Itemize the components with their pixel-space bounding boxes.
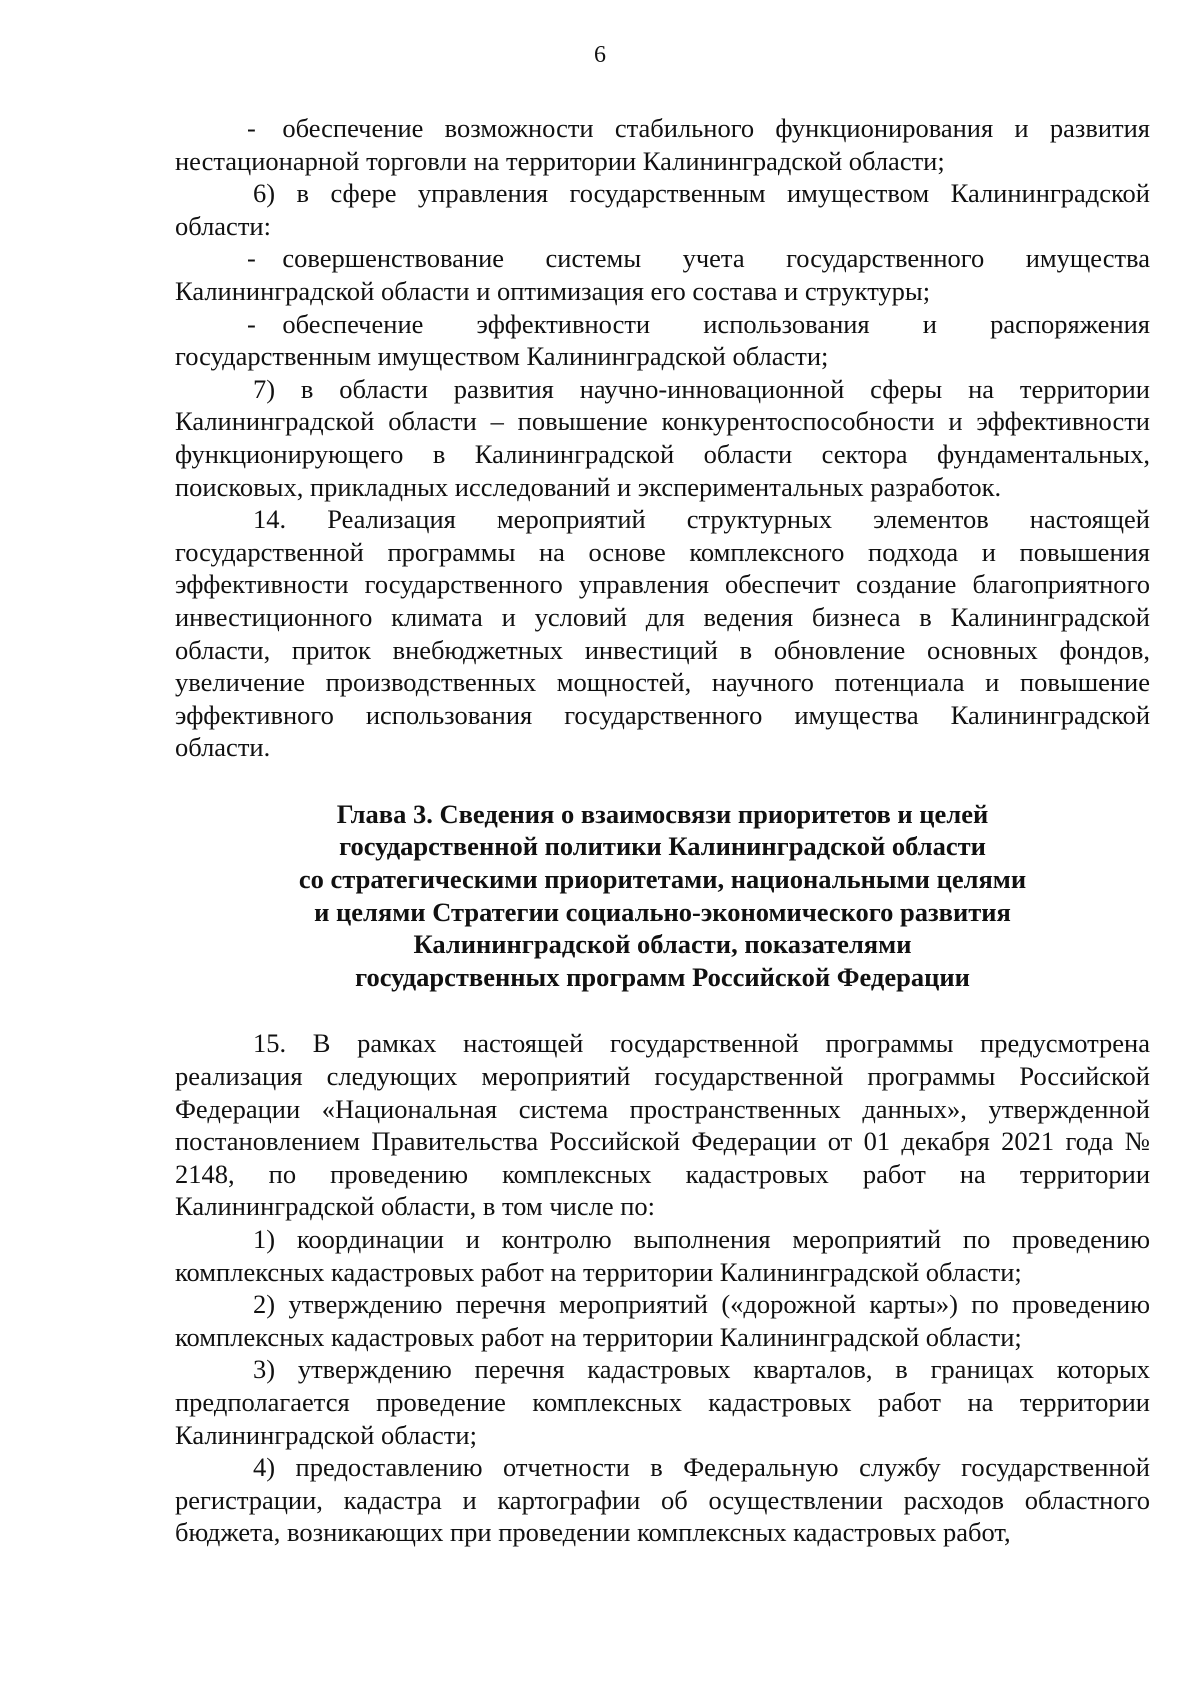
heading-line: государственной политики Калининградской области: [339, 831, 986, 862]
paragraph-14: 14. Реализация мероприятий структурных элементов настоящей государственной программы на основе комплексного подхода и повышения эффективности государственного управления обеспечит создание благоприятного инвестиционного климата и условий для ведения бизнеса в Калининградской области, приток внебюджетных инвестиций в обновление основных фондов, увеличение производственных мощностей, научного потенциала и повышение эффективного использования государственного имущества Калининградской области.: [175, 504, 1150, 763]
chapter-3-heading: [175, 798, 1150, 994]
paragraph-15: 15. В рамках настоящей государственной программы предусмотрена реализация следующих мероприятий государственной программы Российской Федерации «Национальная система пространственных данных», утвержденной постановлением Правительства Российской Федерации от 01 декабря 2021 года № 2148, по проведению комплексных кадастровых работ на территории Калининградской области, в том числе по:: [175, 1028, 1150, 1222]
paragraph-item-1: 1) координации и контролю выполнения мероприятий по проведению комплексных кадастровых работ на территории Калининградской области;: [175, 1224, 1150, 1287]
paragraph-nonstationary-trade: - обеспечение возможности стабильного функционирования и развития нестационарной торговли на территории Калининградской области;: [175, 113, 1150, 176]
paragraph-science-innovation: 7) в области развития научно-инновационной сферы на территории Калининградской области – повышение конкурентоспособности и эффективности функционирующего в Калининградской области сектора фундаментальных, поисковых, прикладных исследований и экспериментальных разработок.: [175, 373, 1150, 502]
paragraph-item-2: 2) утверждению перечня мероприятий («дорожной карты») по проведению комплексных кадастровых работ на территории Калининградской области;: [175, 1289, 1150, 1352]
paragraph-item-4: 4) предоставлению отчетности в Федеральную службу государственной регистрации, кадастра и картографии об осуществлении расходов областного бюджета, возникающих при проведении комплексных кадастровых работ,: [175, 1452, 1150, 1548]
paragraph-property-efficiency: - обеспечение эффективности использования и распоряжения государственным имуществом Калининградской области;: [175, 308, 1150, 372]
heading-line: и целями Стратегии социально-экономического развития: [314, 896, 1011, 927]
heading-line: Калининградской области, показателями: [413, 929, 912, 960]
page-number: 6: [594, 42, 606, 68]
heading-line: Глава 3. Сведения о взаимосвязи приоритетов и целей: [336, 798, 989, 829]
paragraph-property-accounting: - совершенствование системы учета государственного имущества Калининградской области и оптимизация его состава и структуры;: [175, 243, 1150, 306]
paragraph-item-3: 3) утверждению перечня кадастровых кварталов, в границах которых предполагается проведение комплексных кадастровых работ на территории Калининградской области;: [175, 1354, 1150, 1450]
heading-line: государственных программ Российской Федерации: [355, 961, 970, 992]
document-body: [175, 112, 1150, 1549]
heading-line: со стратегическими приоритетами, национальными целями: [298, 864, 1027, 895]
paragraph-state-property-area: 6) в сфере управления государственным имуществом Калининградской области:: [175, 178, 1150, 241]
